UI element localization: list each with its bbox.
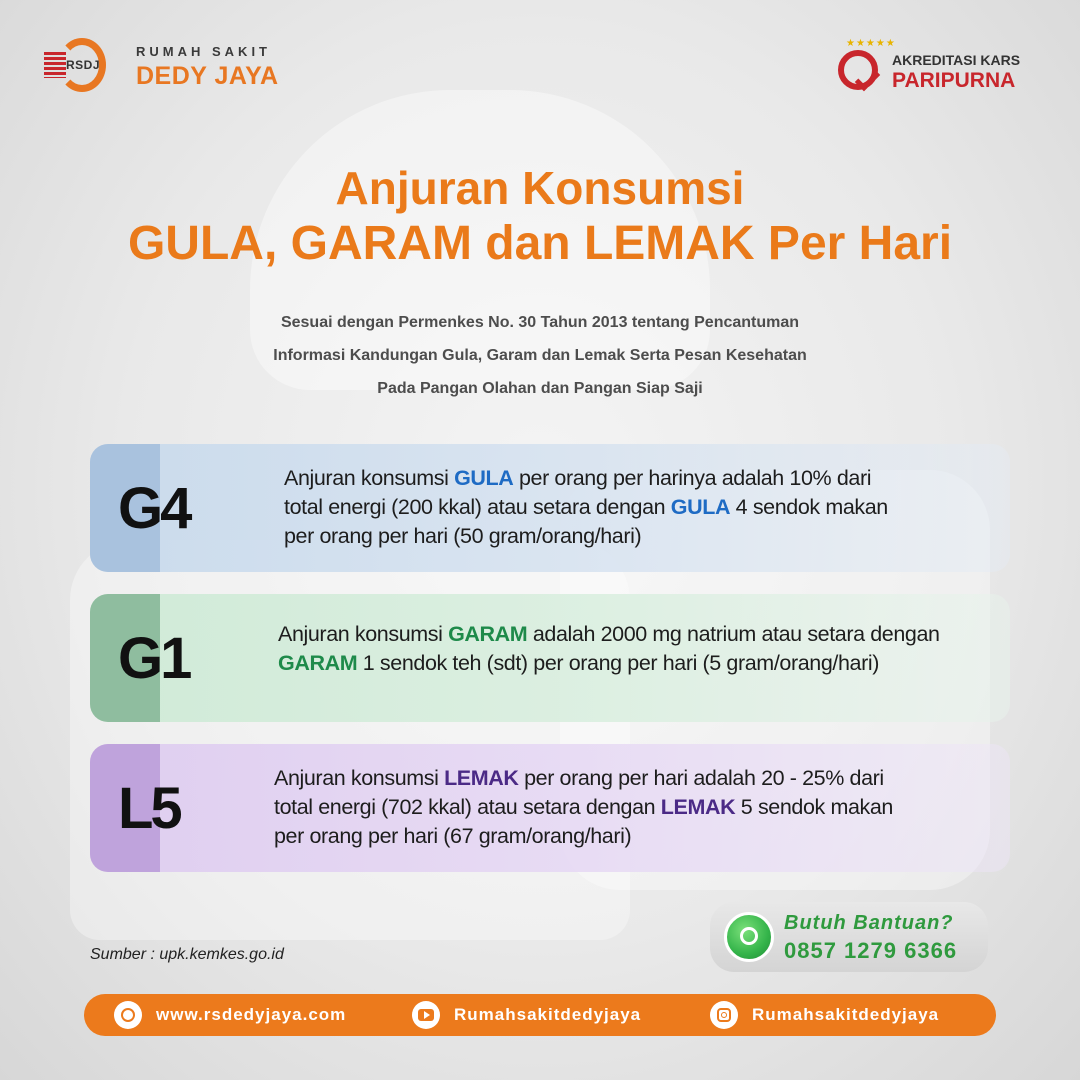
star-icon: ★★★★★ bbox=[846, 38, 896, 49]
help-phone[interactable]: 0857 1279 6366 bbox=[784, 938, 958, 963]
subtitle-line: Pada Pangan Olahan dan Pangan Siap Saji bbox=[377, 380, 703, 397]
keyword: GARAM bbox=[448, 622, 528, 646]
page-title bbox=[0, 160, 1080, 272]
card-code: G4 bbox=[118, 475, 190, 541]
card-line: per orang per hari (50 gram/orang/hari) bbox=[284, 524, 642, 548]
subtitle-line: Informasi Kandungan Gula, Garam dan Lemak Serta Pesan Kesehatan bbox=[273, 347, 807, 364]
card-line bbox=[274, 764, 893, 793]
footer-website-text[interactable]: www.rsdedyjaya.com bbox=[156, 1005, 347, 1024]
card-code: L5 bbox=[118, 775, 180, 841]
card-gula bbox=[90, 444, 1010, 572]
help-label: Butuh Bantuan? bbox=[784, 912, 954, 934]
hospital-name-line2: DEDY JAYA bbox=[136, 62, 279, 90]
subtitle-line: Sesuai dengan Permenkes No. 30 Tahun 2013 tentang Pencantuman bbox=[280, 314, 800, 331]
hospital-name-line1: RUMAH SAKIT bbox=[136, 44, 271, 59]
footer-instagram-text[interactable]: Rumahsakitdedyjaya bbox=[752, 1005, 940, 1024]
footer-instagram-link[interactable] bbox=[710, 994, 939, 1036]
youtube-icon bbox=[412, 1001, 440, 1029]
card-line bbox=[284, 464, 888, 493]
whatsapp-icon[interactable] bbox=[724, 912, 774, 962]
card-lemak bbox=[90, 744, 1010, 872]
footer-bar bbox=[84, 994, 996, 1036]
keyword: LEMAK bbox=[444, 766, 519, 790]
card-line bbox=[284, 493, 888, 522]
keyword: GULA bbox=[670, 495, 731, 519]
text: 1 sendok teh (sdt) per orang per hari (5 gram/orang/hari) bbox=[357, 651, 879, 675]
rsdj-badge: RSDJ bbox=[66, 58, 101, 72]
keyword: LEMAK bbox=[660, 795, 736, 819]
rsdj-stripes-icon bbox=[44, 52, 66, 78]
text: per orang per harinya adalah 10% dari bbox=[513, 466, 872, 490]
hospital-logo bbox=[44, 36, 294, 100]
card-line bbox=[278, 649, 940, 678]
website-icon bbox=[114, 1001, 142, 1029]
accreditation-line1: AKREDITASI KARS bbox=[892, 52, 1021, 68]
footer-youtube-link[interactable] bbox=[412, 994, 641, 1036]
text: 5 sendok makan bbox=[735, 795, 893, 819]
card-line bbox=[278, 620, 940, 649]
accreditation-line2: PARIPURNA bbox=[892, 69, 1016, 92]
subtitle bbox=[0, 306, 1080, 405]
source-text: Sumber : upk.kemkes.go.id bbox=[90, 946, 284, 963]
text: Anjuran konsumsi bbox=[274, 766, 445, 790]
title-line1: Anjuran Konsumsi bbox=[335, 162, 745, 214]
footer-youtube-text[interactable]: Rumahsakitdedyjaya bbox=[454, 1005, 642, 1024]
text: total energi (702 kkal) atau setara dengan bbox=[274, 795, 661, 819]
card-body bbox=[278, 620, 940, 678]
instagram-icon bbox=[710, 1001, 738, 1029]
text: Anjuran konsumsi bbox=[284, 466, 455, 490]
card-body bbox=[274, 764, 893, 851]
text: Anjuran konsumsi bbox=[278, 622, 449, 646]
keyword: GARAM bbox=[278, 651, 358, 675]
text: adalah 2000 mg natrium atau setara dengan bbox=[527, 622, 940, 646]
card-line bbox=[274, 793, 893, 822]
help-contact[interactable] bbox=[710, 902, 988, 972]
card-line: per orang per hari (67 gram/orang/hari) bbox=[274, 824, 632, 848]
card-code: G1 bbox=[118, 625, 190, 691]
card-body bbox=[284, 464, 888, 551]
title-line2: GULA, GARAM dan LEMAK Per Hari bbox=[127, 217, 953, 270]
text: 4 sendok makan bbox=[730, 495, 888, 519]
text: total energi (200 kkal) atau setara dengan bbox=[284, 495, 671, 519]
accreditation-logo bbox=[832, 38, 1052, 102]
text: per orang per hari adalah 20 - 25% dari bbox=[518, 766, 884, 790]
keyword: GULA bbox=[454, 466, 514, 490]
footer-website-link[interactable] bbox=[114, 994, 346, 1036]
card-garam bbox=[90, 594, 1010, 722]
